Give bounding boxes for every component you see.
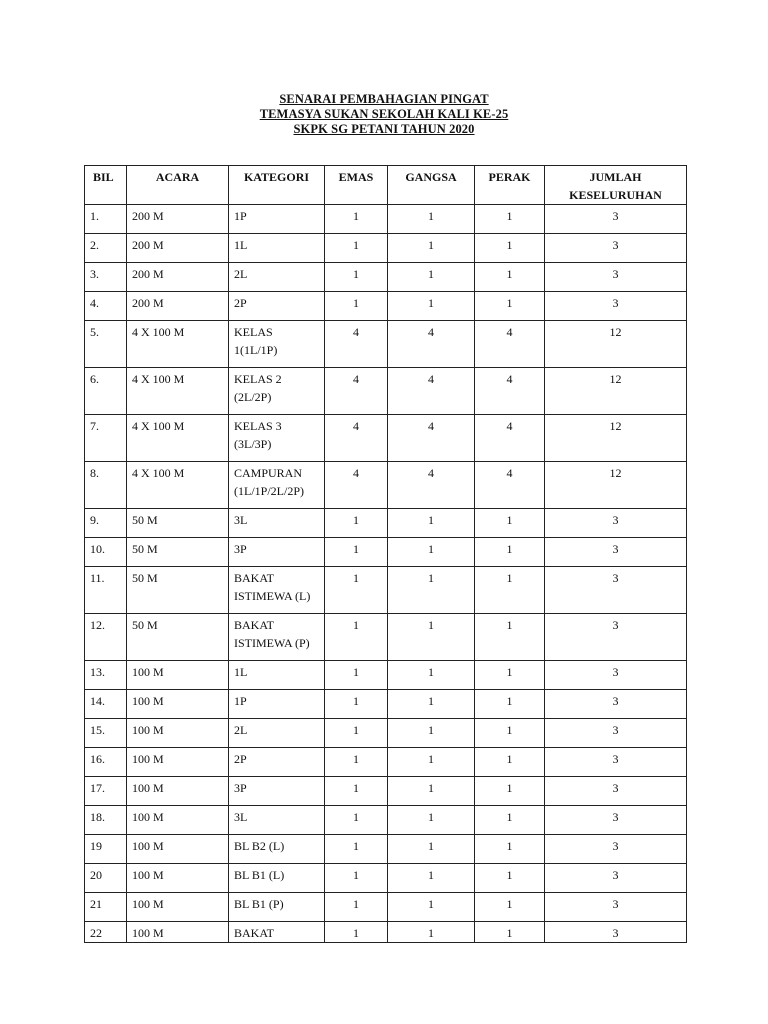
header-perak: PERAK bbox=[475, 166, 545, 205]
kategori-line: 3L bbox=[234, 513, 248, 527]
kategori-line: (3L/3P) bbox=[234, 437, 272, 451]
cell-bil: 8. bbox=[85, 462, 127, 509]
table-row bbox=[85, 893, 687, 922]
cell-kategori bbox=[229, 748, 325, 777]
header-jumlah-keseluruhan: JUMLAH KESELURUHAN bbox=[545, 166, 687, 205]
table-row bbox=[85, 205, 687, 234]
kategori-line: 2P bbox=[234, 296, 247, 310]
cell-acara: 50 M bbox=[127, 614, 229, 661]
cell-gangsa: 1 bbox=[388, 690, 475, 719]
cell-acara: 100 M bbox=[127, 864, 229, 893]
cell-bil: 22 bbox=[85, 922, 127, 943]
cell-perak: 1 bbox=[475, 614, 545, 661]
cell-bil: 12. bbox=[85, 614, 127, 661]
cell-perak: 1 bbox=[475, 748, 545, 777]
cell-perak: 1 bbox=[475, 719, 545, 748]
cell-acara: 50 M bbox=[127, 567, 229, 614]
table-row bbox=[85, 690, 687, 719]
cell-kategori bbox=[229, 567, 325, 614]
cell-jumlah: 3 bbox=[545, 567, 687, 614]
kategori-line: 1L bbox=[234, 238, 248, 252]
kategori-line: BL B2 (L) bbox=[234, 839, 285, 853]
table-row bbox=[85, 864, 687, 893]
cell-perak: 4 bbox=[475, 415, 545, 462]
cell-perak: 1 bbox=[475, 893, 545, 922]
cell-gangsa: 4 bbox=[388, 415, 475, 462]
table-row bbox=[85, 661, 687, 690]
table-row bbox=[85, 806, 687, 835]
cell-bil: 4. bbox=[85, 292, 127, 321]
kategori-line: BL B1 (P) bbox=[234, 897, 284, 911]
cell-gangsa: 1 bbox=[388, 835, 475, 864]
cell-gangsa: 1 bbox=[388, 205, 475, 234]
cell-jumlah: 12 bbox=[545, 368, 687, 415]
cell-gangsa: 1 bbox=[388, 893, 475, 922]
cell-jumlah: 3 bbox=[545, 806, 687, 835]
cell-perak: 1 bbox=[475, 234, 545, 263]
kategori-line: 1P bbox=[234, 209, 247, 223]
table-row bbox=[85, 321, 687, 368]
cell-bil: 19 bbox=[85, 835, 127, 864]
title-line-1: SENARAI PEMBAHAGIAN PINGAT bbox=[279, 92, 489, 106]
cell-bil: 9. bbox=[85, 509, 127, 538]
cell-jumlah: 3 bbox=[545, 748, 687, 777]
cell-kategori bbox=[229, 462, 325, 509]
cell-perak: 1 bbox=[475, 292, 545, 321]
cell-gangsa: 4 bbox=[388, 321, 475, 368]
cell-kategori bbox=[229, 922, 325, 943]
cell-perak: 4 bbox=[475, 321, 545, 368]
cell-gangsa: 1 bbox=[388, 538, 475, 567]
cell-bil: 7. bbox=[85, 415, 127, 462]
cell-bil: 18. bbox=[85, 806, 127, 835]
document-title-block bbox=[0, 92, 768, 137]
cell-emas: 1 bbox=[325, 748, 388, 777]
medal-distribution-table bbox=[84, 165, 687, 943]
kategori-line: BAKAT bbox=[234, 571, 275, 585]
kategori-line: 3P bbox=[234, 781, 247, 795]
table-body bbox=[85, 205, 687, 943]
table-row bbox=[85, 292, 687, 321]
cell-kategori bbox=[229, 263, 325, 292]
cell-emas: 1 bbox=[325, 292, 388, 321]
cell-kategori bbox=[229, 719, 325, 748]
cell-acara: 200 M bbox=[127, 205, 229, 234]
cell-bil: 11. bbox=[85, 567, 127, 614]
cell-kategori bbox=[229, 661, 325, 690]
cell-emas: 4 bbox=[325, 415, 388, 462]
table-row bbox=[85, 415, 687, 462]
cell-jumlah: 3 bbox=[545, 205, 687, 234]
cell-gangsa: 1 bbox=[388, 777, 475, 806]
cell-perak: 1 bbox=[475, 661, 545, 690]
header-gangsa: GANGSA bbox=[388, 166, 475, 205]
table-row bbox=[85, 922, 687, 943]
table-row bbox=[85, 509, 687, 538]
cell-kategori bbox=[229, 205, 325, 234]
kategori-line: 1P bbox=[234, 694, 247, 708]
header-bil: BIL bbox=[85, 166, 127, 205]
cell-kategori bbox=[229, 321, 325, 368]
cell-bil: 2. bbox=[85, 234, 127, 263]
cell-acara: 100 M bbox=[127, 690, 229, 719]
cell-emas: 1 bbox=[325, 661, 388, 690]
cell-emas: 1 bbox=[325, 719, 388, 748]
cell-jumlah: 3 bbox=[545, 864, 687, 893]
kategori-line: 2P bbox=[234, 752, 247, 766]
cell-jumlah: 3 bbox=[545, 719, 687, 748]
table-header-row bbox=[85, 166, 687, 205]
cell-jumlah: 12 bbox=[545, 321, 687, 368]
cell-perak: 1 bbox=[475, 263, 545, 292]
cell-emas: 1 bbox=[325, 864, 388, 893]
table-row bbox=[85, 538, 687, 567]
cell-emas: 1 bbox=[325, 205, 388, 234]
cell-gangsa: 1 bbox=[388, 509, 475, 538]
cell-emas: 1 bbox=[325, 234, 388, 263]
cell-emas: 1 bbox=[325, 893, 388, 922]
kategori-line: KELAS 3 bbox=[234, 419, 282, 433]
cell-emas: 4 bbox=[325, 321, 388, 368]
cell-kategori bbox=[229, 893, 325, 922]
cell-perak: 1 bbox=[475, 690, 545, 719]
cell-emas: 1 bbox=[325, 263, 388, 292]
cell-bil: 1. bbox=[85, 205, 127, 234]
kategori-line: CAMPURAN bbox=[234, 466, 303, 480]
cell-gangsa: 1 bbox=[388, 292, 475, 321]
cell-acara: 100 M bbox=[127, 806, 229, 835]
cell-perak: 1 bbox=[475, 835, 545, 864]
cell-jumlah: 3 bbox=[545, 661, 687, 690]
cell-jumlah: 3 bbox=[545, 234, 687, 263]
cell-jumlah: 3 bbox=[545, 538, 687, 567]
kategori-line: (1L/1P/2L/2P) bbox=[234, 484, 305, 498]
table-row bbox=[85, 614, 687, 661]
table-row bbox=[85, 368, 687, 415]
cell-bil: 14. bbox=[85, 690, 127, 719]
table-row bbox=[85, 748, 687, 777]
cell-acara: 4 X 100 M bbox=[127, 415, 229, 462]
cell-bil: 3. bbox=[85, 263, 127, 292]
cell-jumlah: 3 bbox=[545, 835, 687, 864]
cell-gangsa: 1 bbox=[388, 922, 475, 943]
cell-gangsa: 1 bbox=[388, 748, 475, 777]
cell-acara: 200 M bbox=[127, 263, 229, 292]
cell-gangsa: 4 bbox=[388, 462, 475, 509]
kategori-line: KELAS 2 bbox=[234, 372, 282, 386]
cell-perak: 4 bbox=[475, 368, 545, 415]
kategori-line: 2L bbox=[234, 723, 248, 737]
cell-emas: 4 bbox=[325, 462, 388, 509]
kategori-line: BAKAT bbox=[234, 618, 275, 632]
cell-jumlah: 3 bbox=[545, 263, 687, 292]
cell-perak: 1 bbox=[475, 777, 545, 806]
title-line-3: SKPK SG PETANI TAHUN 2020 bbox=[293, 122, 475, 136]
cell-jumlah: 3 bbox=[545, 690, 687, 719]
cell-emas: 1 bbox=[325, 806, 388, 835]
cell-kategori bbox=[229, 864, 325, 893]
cell-acara: 50 M bbox=[127, 538, 229, 567]
cell-kategori bbox=[229, 777, 325, 806]
cell-kategori bbox=[229, 234, 325, 263]
kategori-line: KELAS bbox=[234, 325, 273, 339]
cell-perak: 1 bbox=[475, 538, 545, 567]
cell-jumlah: 3 bbox=[545, 893, 687, 922]
table-row bbox=[85, 835, 687, 864]
cell-acara: 4 X 100 M bbox=[127, 462, 229, 509]
cell-acara: 100 M bbox=[127, 719, 229, 748]
cell-emas: 4 bbox=[325, 368, 388, 415]
table-row bbox=[85, 462, 687, 509]
cell-emas: 1 bbox=[325, 509, 388, 538]
cell-acara: 100 M bbox=[127, 922, 229, 943]
cell-acara: 200 M bbox=[127, 292, 229, 321]
cell-emas: 1 bbox=[325, 922, 388, 943]
cell-acara: 100 M bbox=[127, 748, 229, 777]
cell-bil: 5. bbox=[85, 321, 127, 368]
cell-bil: 20 bbox=[85, 864, 127, 893]
cell-gangsa: 1 bbox=[388, 719, 475, 748]
cell-perak: 4 bbox=[475, 462, 545, 509]
cell-jumlah: 3 bbox=[545, 509, 687, 538]
cell-emas: 1 bbox=[325, 538, 388, 567]
cell-bil: 10. bbox=[85, 538, 127, 567]
cell-gangsa: 1 bbox=[388, 864, 475, 893]
cell-acara: 100 M bbox=[127, 661, 229, 690]
cell-kategori bbox=[229, 538, 325, 567]
cell-bil: 13. bbox=[85, 661, 127, 690]
kategori-line: (2L/2P) bbox=[234, 390, 272, 404]
cell-jumlah: 3 bbox=[545, 292, 687, 321]
kategori-line: 2L bbox=[234, 267, 248, 281]
cell-kategori bbox=[229, 368, 325, 415]
header-acara: ACARA bbox=[127, 166, 229, 205]
kategori-line: BAKAT bbox=[234, 926, 275, 940]
cell-gangsa: 1 bbox=[388, 614, 475, 661]
cell-emas: 1 bbox=[325, 614, 388, 661]
header-emas: EMAS bbox=[325, 166, 388, 205]
cell-jumlah: 3 bbox=[545, 777, 687, 806]
cell-kategori bbox=[229, 835, 325, 864]
cell-acara: 4 X 100 M bbox=[127, 368, 229, 415]
cell-jumlah: 3 bbox=[545, 614, 687, 661]
cell-bil: 16. bbox=[85, 748, 127, 777]
cell-kategori bbox=[229, 292, 325, 321]
cell-jumlah: 12 bbox=[545, 462, 687, 509]
cell-emas: 1 bbox=[325, 690, 388, 719]
kategori-line: 3P bbox=[234, 542, 247, 556]
cell-perak: 1 bbox=[475, 509, 545, 538]
cell-emas: 1 bbox=[325, 567, 388, 614]
cell-acara: 100 M bbox=[127, 893, 229, 922]
cell-acara: 50 M bbox=[127, 509, 229, 538]
cell-bil: 17. bbox=[85, 777, 127, 806]
cell-perak: 1 bbox=[475, 806, 545, 835]
cell-acara: 100 M bbox=[127, 777, 229, 806]
table-row bbox=[85, 567, 687, 614]
title-line-2: TEMASYA SUKAN SEKOLAH KALI KE-25 bbox=[259, 107, 509, 121]
cell-gangsa: 1 bbox=[388, 661, 475, 690]
kategori-line: ISTIMEWA (P) bbox=[234, 636, 310, 650]
table-row bbox=[85, 777, 687, 806]
kategori-line: 1L bbox=[234, 665, 248, 679]
cell-gangsa: 1 bbox=[388, 263, 475, 292]
cell-gangsa: 1 bbox=[388, 567, 475, 614]
kategori-line: BL B1 (L) bbox=[234, 868, 285, 882]
cell-emas: 1 bbox=[325, 777, 388, 806]
cell-acara: 100 M bbox=[127, 835, 229, 864]
cell-perak: 1 bbox=[475, 864, 545, 893]
cell-emas: 1 bbox=[325, 835, 388, 864]
cell-gangsa: 1 bbox=[388, 234, 475, 263]
cell-gangsa: 1 bbox=[388, 806, 475, 835]
kategori-line: ISTIMEWA (L) bbox=[234, 589, 311, 603]
cell-kategori bbox=[229, 614, 325, 661]
cell-bil: 6. bbox=[85, 368, 127, 415]
table-row bbox=[85, 234, 687, 263]
cell-kategori bbox=[229, 690, 325, 719]
cell-jumlah: 3 bbox=[545, 922, 687, 943]
cell-perak: 1 bbox=[475, 922, 545, 943]
cell-acara: 4 X 100 M bbox=[127, 321, 229, 368]
cell-acara: 200 M bbox=[127, 234, 229, 263]
kategori-line: 3L bbox=[234, 810, 248, 824]
table-row bbox=[85, 263, 687, 292]
cell-bil: 21 bbox=[85, 893, 127, 922]
cell-gangsa: 4 bbox=[388, 368, 475, 415]
cell-jumlah: 12 bbox=[545, 415, 687, 462]
cell-bil: 15. bbox=[85, 719, 127, 748]
cell-kategori bbox=[229, 509, 325, 538]
cell-kategori bbox=[229, 415, 325, 462]
header-kategori: KATEGORI bbox=[229, 166, 325, 205]
cell-perak: 1 bbox=[475, 567, 545, 614]
table-row bbox=[85, 719, 687, 748]
cell-kategori bbox=[229, 806, 325, 835]
cell-perak: 1 bbox=[475, 205, 545, 234]
kategori-line: 1(1L/1P) bbox=[234, 343, 278, 357]
